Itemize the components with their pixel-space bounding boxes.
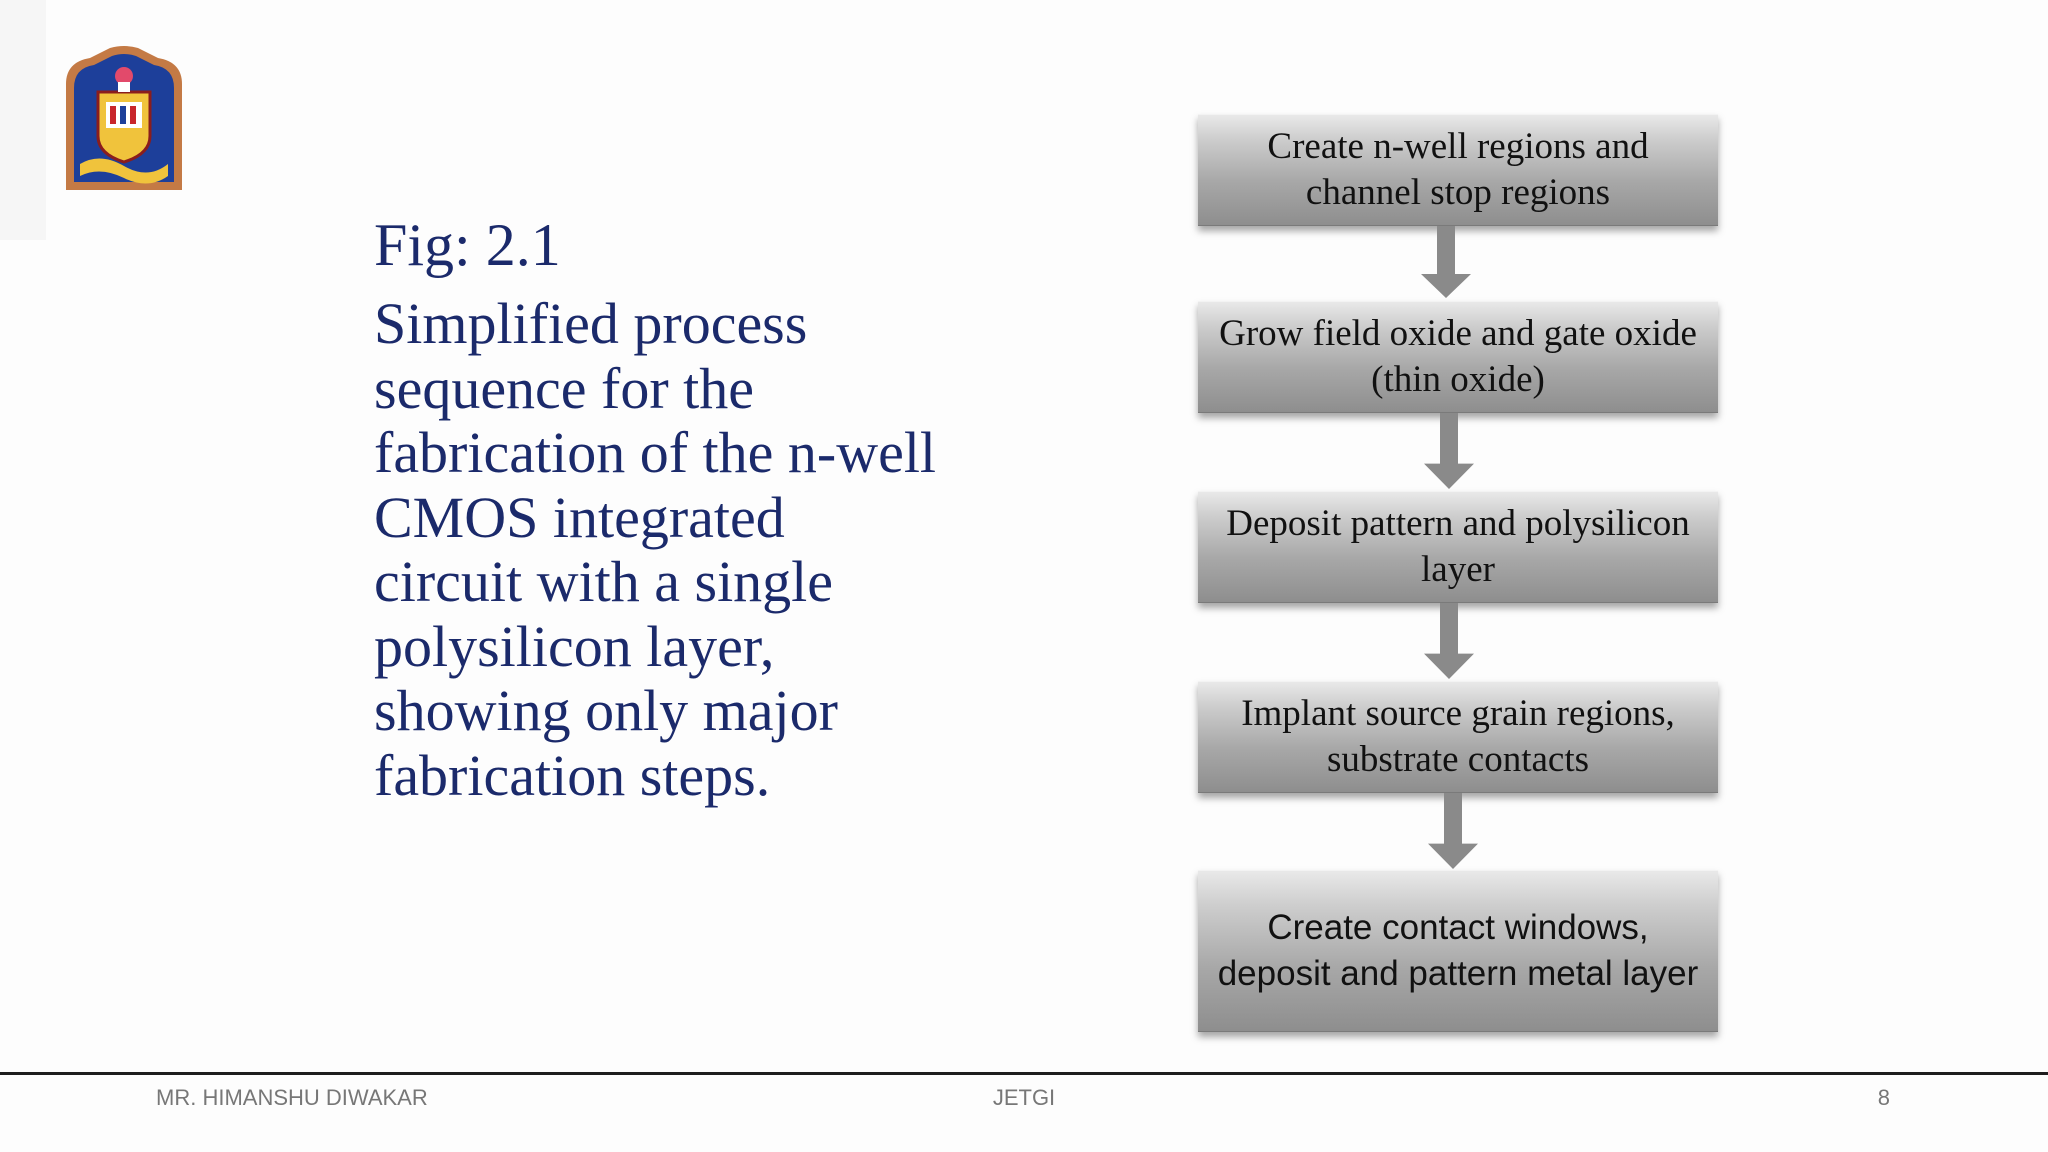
flow-step-2 <box>1198 301 1718 413</box>
flow-step-4-text: Implant source grain regions, substrate contacts <box>1241 693 1675 780</box>
flow-step-5-text: Create contact windows, deposit and pattern metal layer <box>1217 908 1699 993</box>
flow-step-5 <box>1198 870 1718 1032</box>
footer-institute: JETGI <box>992 1085 1056 1110</box>
slide-footer <box>0 1075 2048 1152</box>
flow-arrow-3-icon <box>1424 603 1474 679</box>
page-number: 8 <box>1877 1085 1890 1110</box>
flow-arrow-1-icon <box>1421 226 1471 298</box>
flow-step-1-text: Create n-well regions and channel stop regions <box>1267 126 1649 213</box>
flow-step-1 <box>1198 114 1718 226</box>
left-edge-strip <box>0 0 46 240</box>
flow-step-4 <box>1198 681 1718 793</box>
figure-label: Fig: 2.1 <box>374 212 561 278</box>
figure-caption <box>374 210 974 808</box>
footer-author: MR. HIMANSHU DIWAKAR <box>156 1085 428 1110</box>
flow-step-2-text: Grow field oxide and gate oxide (thin oxide) <box>1219 313 1697 400</box>
figure-description: Simplified process sequence for the fabrication of the n-well CMOS integrated circuit with a single polysilicon layer, showing only major fabrication steps. <box>374 291 937 808</box>
flow-step-3 <box>1198 491 1718 603</box>
institute-crest-logo <box>60 44 188 194</box>
flow-arrow-2-icon <box>1424 413 1474 489</box>
flow-step-3-text: Deposit pattern and polysilicon layer <box>1226 503 1690 590</box>
flow-arrow-4-icon <box>1428 793 1478 869</box>
